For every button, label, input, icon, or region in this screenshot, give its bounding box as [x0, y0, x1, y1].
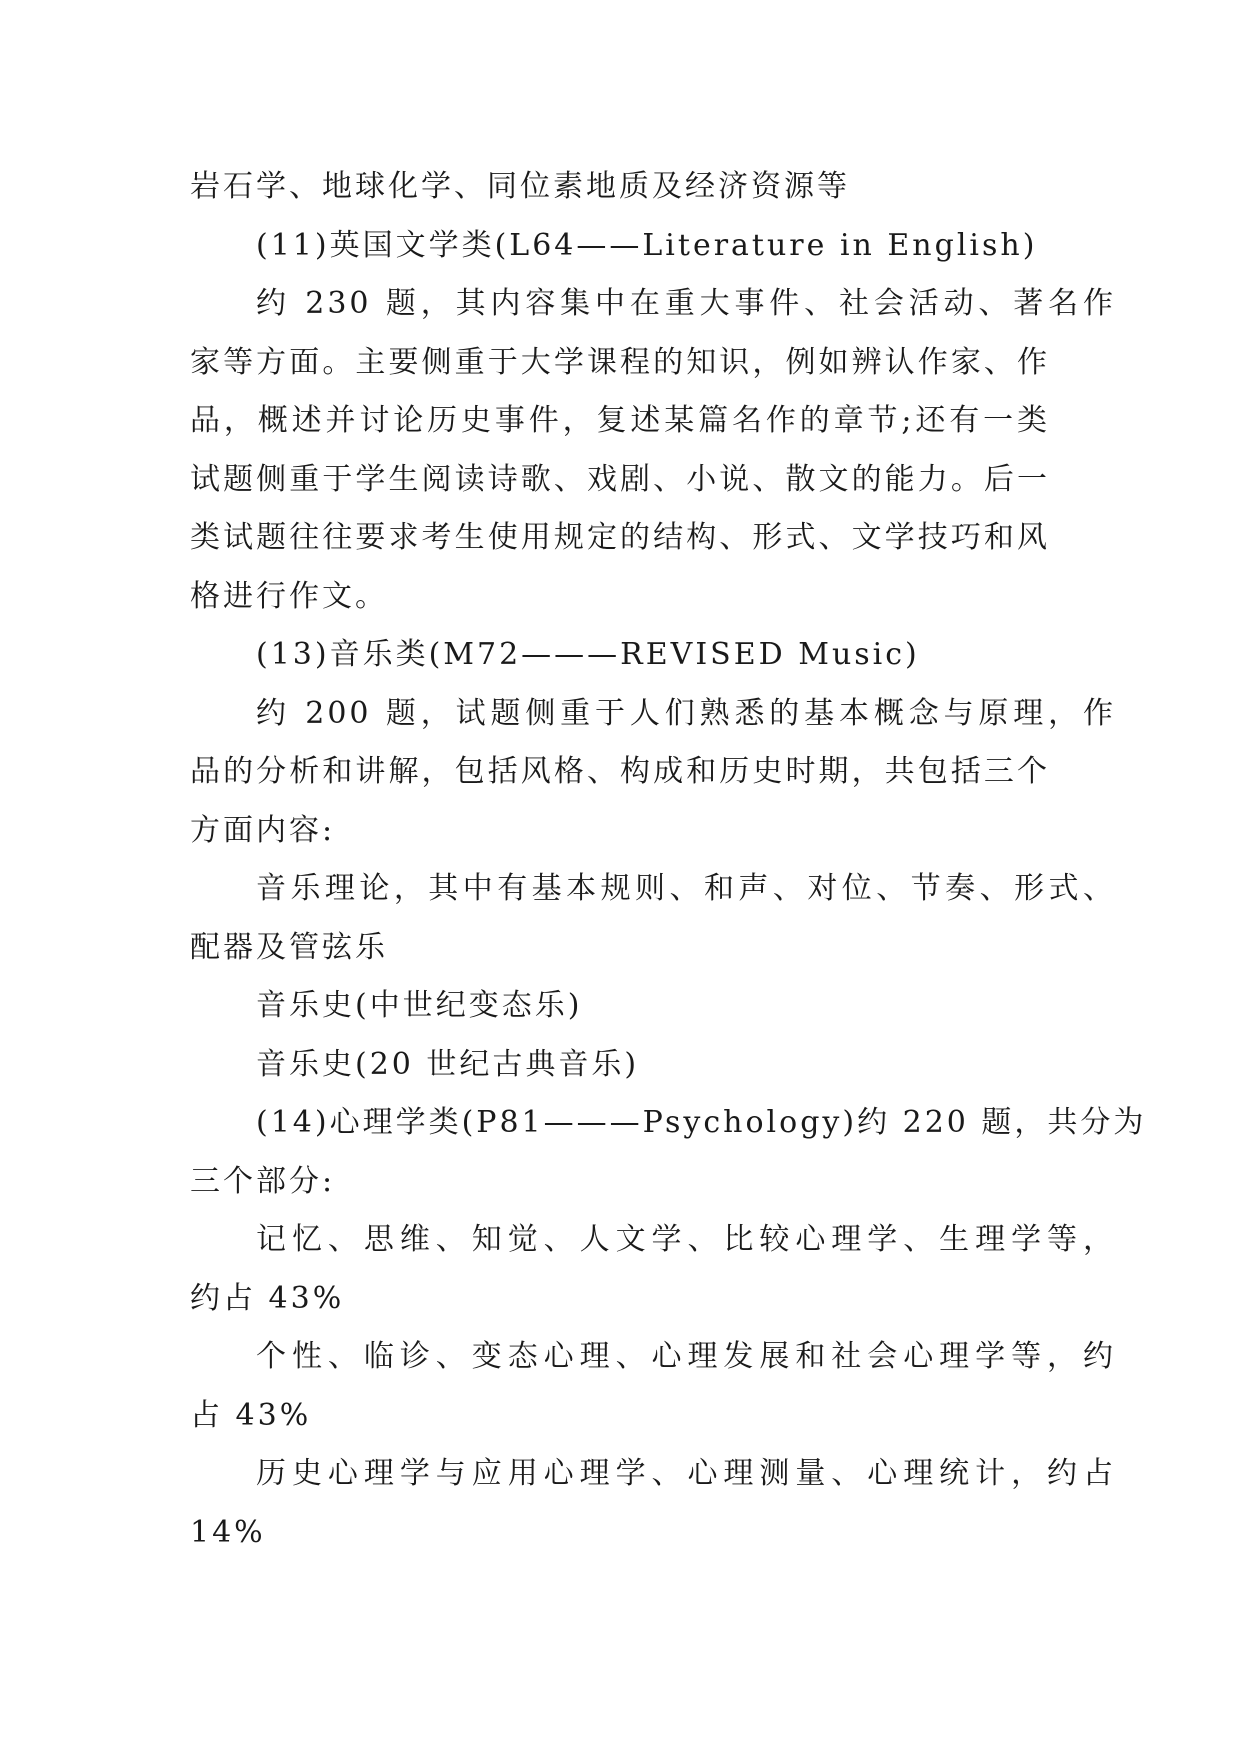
text-line: 方面内容:: [190, 812, 336, 848]
text-line: 音乐理论，其中有基本规则、和声、对位、节奏、形式、: [256, 871, 1116, 906]
section-heading-literature: (11)英国文学类(L64——Literature in English): [256, 227, 1038, 263]
document-body: [190, 158, 1147, 1562]
text-line: 品，概述并讨论历史事件，复述某篇名作的章节;还有一类: [190, 403, 1050, 438]
text-line: 家等方面。主要侧重于大学课程的知识，例如辨认作家、作: [190, 344, 1050, 380]
text-line: 品的分析和讲解，包括风格、构成和历史时期，共包括三个: [190, 754, 1050, 789]
section-heading-music: (13)音乐类(M72———REVISED Music): [256, 637, 920, 672]
text-line: 个性、临诊、变态心理、心理发展和社会心理学等，约: [256, 1339, 1116, 1374]
text-line: 三个部分:: [190, 1163, 336, 1199]
text-line: 配器及管弦乐: [190, 929, 388, 965]
section-heading-psychology: (14)心理学类(P81———Psychology)约 220 题，共分为: [256, 1105, 1147, 1140]
text-line: 占 43%: [190, 1397, 312, 1433]
text-line: 试题侧重于学生阅读诗歌、戏剧、小说、散文的能力。后一: [190, 461, 1050, 497]
text-line: 14%: [190, 1514, 266, 1550]
text-line: 历史心理学与应用心理学、心理测量、心理统计，约占: [256, 1456, 1116, 1491]
text-line: 音乐史(20 世纪古典音乐): [256, 1046, 640, 1082]
text-line: 岩石学、地球化学、同位素地质及经济资源等: [190, 169, 850, 204]
text-line: 记忆、思维、知觉、人文学、比较心理学、生理学等，: [256, 1222, 1116, 1257]
text-line: 音乐史(中世纪变态乐): [256, 988, 583, 1023]
text-line: 约 230 题，其内容集中在重大事件、社会活动、著名作: [256, 286, 1116, 321]
text-line: 约 200 题，试题侧重于人们熟悉的基本概念与原理，作: [256, 695, 1116, 731]
text-line: 约占 43%: [190, 1280, 345, 1316]
text-line: 格进行作文。: [190, 578, 388, 614]
text-line: 类试题往往要求考生使用规定的结构、形式、文学技巧和风: [190, 520, 1050, 555]
